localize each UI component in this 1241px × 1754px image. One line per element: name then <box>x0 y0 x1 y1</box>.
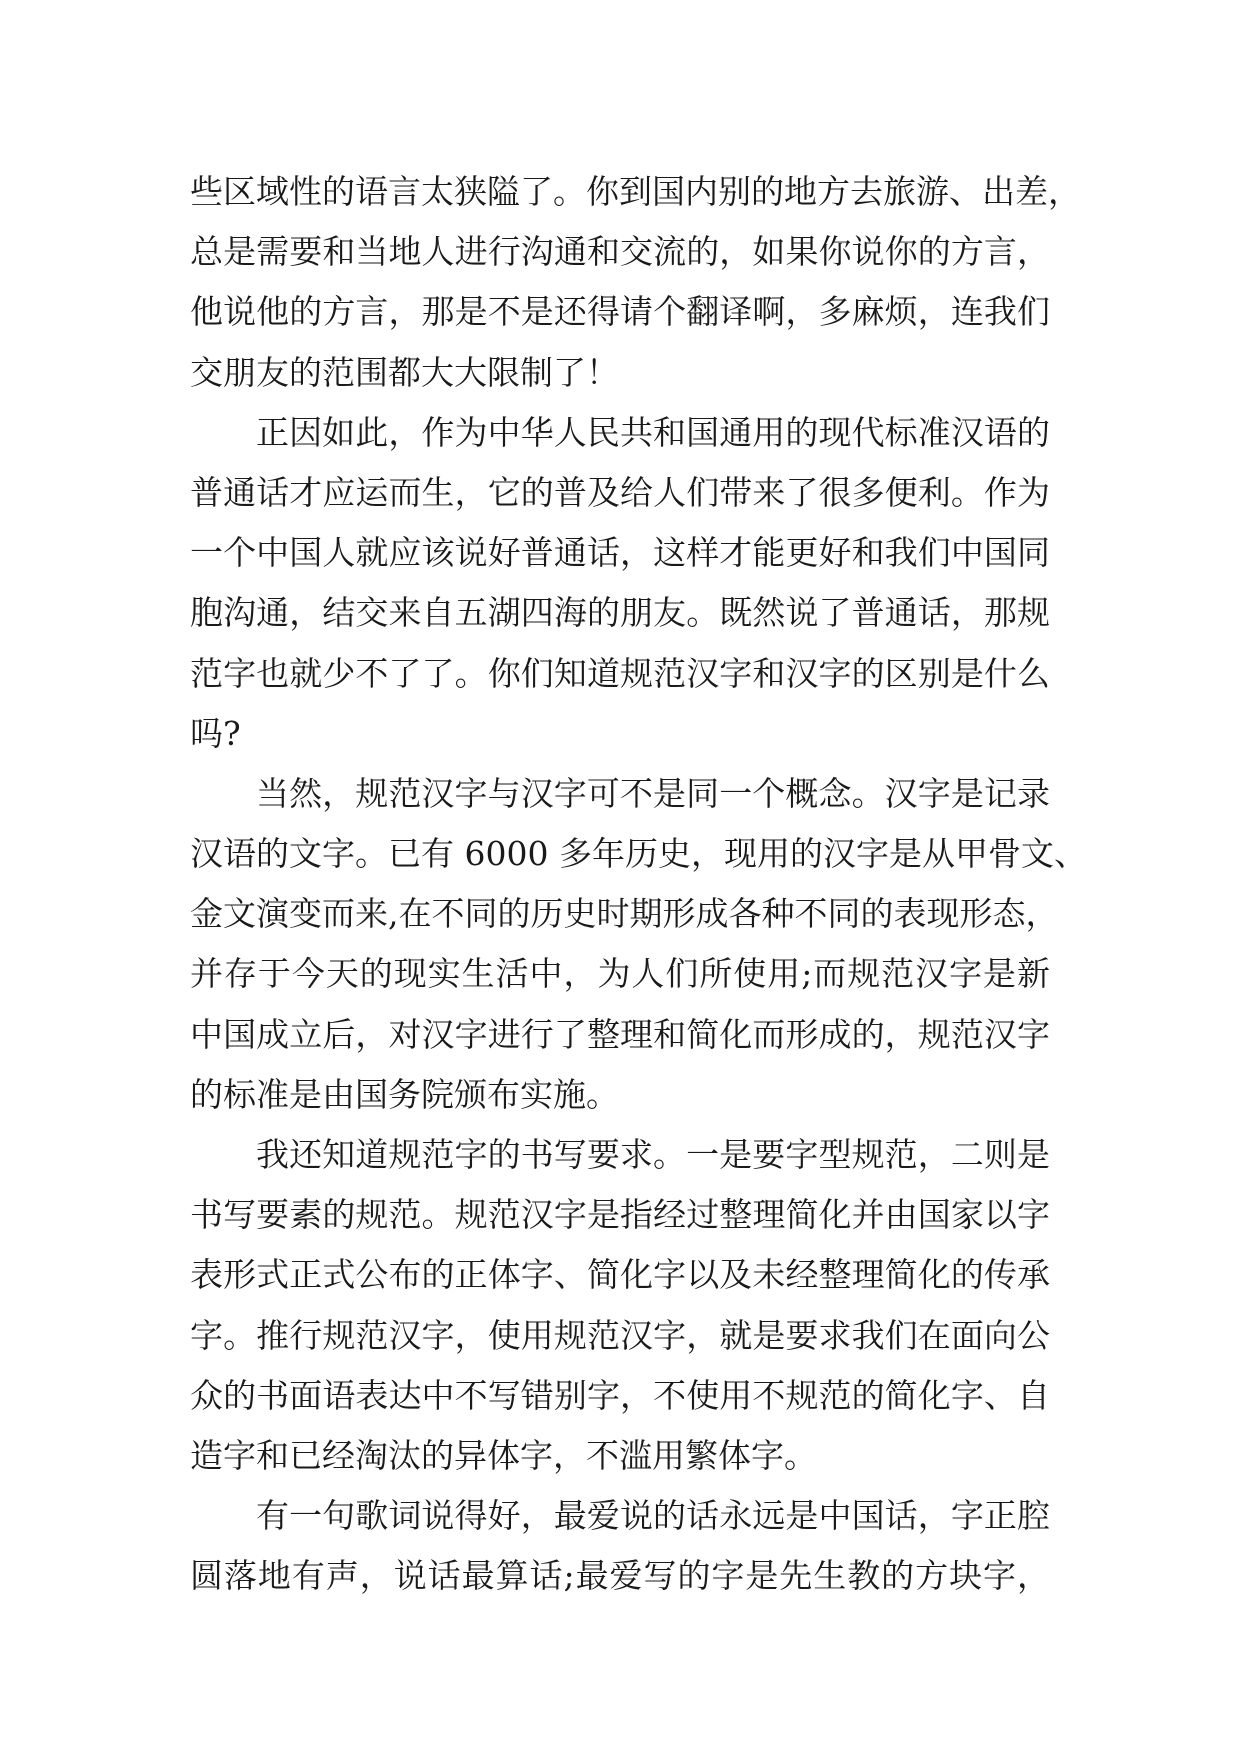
paragraph <box>190 162 1081 403</box>
text-line: 书写要素的规范。规范汉字是指经过整理简化并由国家以字 <box>190 1195 1050 1235</box>
text-line: 当然，规范汉字与汉字可不是同一个概念。汉字是记录 <box>256 773 1050 813</box>
text-line: 些区域性的语言太狭隘了。你到国内别的地方去旅游、出差， <box>190 172 1081 211</box>
text-line: 并存于今天的现实生活中，为人们所使用;而规范汉字是新 <box>190 954 1050 994</box>
text-line: 中国成立后，对汉字进行了整理和简化而形成的，规范汉字 <box>190 1014 1050 1054</box>
paragraph <box>190 403 1050 764</box>
text-line: 众的书面语表达中不写错别字，不使用不规范的简化字、自 <box>190 1375 1050 1415</box>
text-line: 的标准是由国务院颁布实施。 <box>190 1074 619 1114</box>
text-line: 有一句歌词说得好，最爱说的话永远是中国话，字正腔 <box>256 1496 1050 1536</box>
text-line: 他说他的方言，那是不是还得请个翻译啊，多麻烦，连我们 <box>190 292 1050 332</box>
text-line: 我还知道规范字的书写要求。一是要字型规范，二则是 <box>256 1135 1050 1174</box>
paragraph <box>190 1125 1050 1486</box>
text-line: 正因如此，作为中华人民共和国通用的现代标准汉语的 <box>256 412 1050 452</box>
text-line: 胞沟通，结交来自五湖四海的朋友。既然说了普通话，那规 <box>190 593 1050 633</box>
text-line: 金文演变而来,在不同的历史时期形成各种不同的表现形态， <box>190 894 1059 934</box>
text-line: 交朋友的范围都大大限制了！ <box>190 352 619 392</box>
text-line: 圆落地有声，说话最算话;最爱写的字是先生教的方块字， <box>190 1556 1050 1596</box>
text-line: 造字和已经淘汰的异体字，不滥用繁体字。 <box>190 1435 817 1475</box>
text-line: 吗? <box>190 713 241 753</box>
text-line: 字。推行规范汉字，使用规范汉字，就是要求我们在面向公 <box>190 1315 1050 1355</box>
text-line: 汉语的文字。已有 6000 多年历史，现用的汉字是从甲骨文、 <box>190 834 1087 874</box>
text-line: 普通话才应运而生，它的普及给人们带来了很多便利。作为 <box>190 472 1050 512</box>
text-line: 表形式正式公布的正体字、简化字以及未经整理简化的传承 <box>190 1255 1050 1295</box>
text-line: 范字也就少不了了。你们知道规范汉字和汉字的区别是什么 <box>190 653 1050 693</box>
text-line: 总是需要和当地人进行沟通和交流的，如果你说你的方言， <box>190 232 1050 272</box>
text-line: 一个中国人就应该说好普通话，这样才能更好和我们中国同 <box>190 533 1050 573</box>
paragraph <box>190 1486 1050 1606</box>
paragraph <box>190 764 1087 1125</box>
document-body <box>190 162 1087 1607</box>
